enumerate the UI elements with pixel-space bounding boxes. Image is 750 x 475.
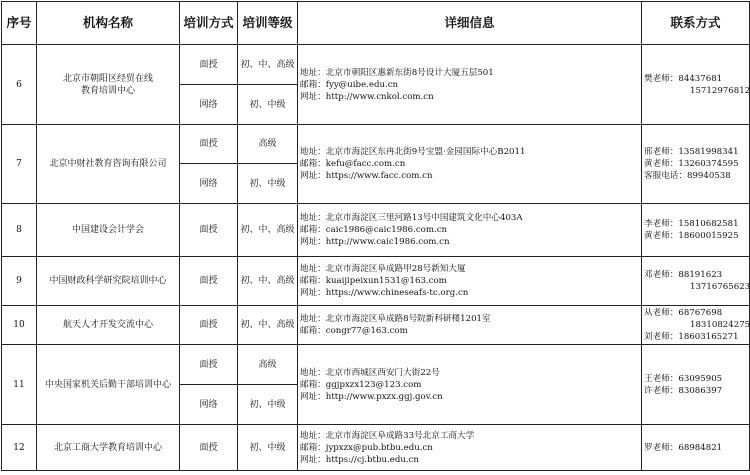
training-mode: 面授 xyxy=(180,306,238,345)
institution-name xyxy=(37,257,180,306)
contact-phone: 13260374595 xyxy=(678,159,739,169)
training-level: 初、中级 xyxy=(238,85,298,125)
contact-info xyxy=(642,345,750,425)
detail-info-line: 邮箱：congr77@163.com xyxy=(300,326,408,336)
institution-name xyxy=(37,306,180,345)
contact-info xyxy=(642,306,750,345)
training-mode: 网络 xyxy=(180,385,238,425)
institution-name xyxy=(37,45,180,125)
detail-info-line: 网址：https://www.facc.com.cn xyxy=(300,171,433,181)
institution-name-line: 教育培训中心 xyxy=(80,85,135,96)
training-level: 初、中、高级 xyxy=(238,257,298,306)
table-row xyxy=(2,257,750,306)
contact-line xyxy=(644,385,749,397)
detail-info xyxy=(298,425,642,471)
contact-line xyxy=(644,158,749,170)
header-mode: 培训方式 xyxy=(180,2,238,45)
header-no: 序号 xyxy=(2,2,37,45)
training-mode: 面授 xyxy=(180,125,238,164)
institution-name-line: 航天人才开发交流中心 xyxy=(62,320,153,330)
contact-info xyxy=(642,45,750,125)
contact-name: 邢老师： xyxy=(644,147,679,157)
contact-phone: 18603165271 xyxy=(678,332,739,342)
contact-name: 从老师： xyxy=(644,308,679,318)
detail-info-line: 网址：https://cj.btbu.edu.cn xyxy=(300,454,419,465)
contact-line xyxy=(644,442,749,454)
contact-info xyxy=(642,125,750,204)
detail-info-line: 地址：北京市海淀区阜成路33号北京工商大学 xyxy=(300,430,475,441)
training-level: 初、中、高级 xyxy=(238,306,298,345)
training-mode: 面授 xyxy=(180,345,238,385)
contact-line xyxy=(644,218,749,230)
contact-line xyxy=(644,269,749,281)
training-level: 初、中、高级 xyxy=(238,45,298,85)
training-level: 初、中级 xyxy=(238,385,298,425)
institution-name xyxy=(37,204,180,257)
detail-info-line: 地址：北京市西城区西安门大街22号 xyxy=(300,367,440,378)
row-number: 9 xyxy=(2,257,37,306)
detail-info xyxy=(298,204,642,257)
institution-name-line: 北京工商大学教育培训中心 xyxy=(53,442,162,453)
contact-phone: 63095905 xyxy=(678,373,723,384)
contact-line xyxy=(644,170,749,182)
detail-info-line: 邮箱：kuaijipeixun1531@163.com xyxy=(300,276,447,286)
institution-name xyxy=(37,345,180,425)
contact-name: 罗老师： xyxy=(644,442,679,453)
contact-name: 黄老师： xyxy=(644,231,679,241)
contact-phone: 18600015925 xyxy=(678,231,739,241)
detail-info-line: 邮箱：caic1986@caic1986.com.cn xyxy=(300,225,448,235)
contact-line xyxy=(644,73,749,85)
row-number: 8 xyxy=(2,204,37,257)
table-body xyxy=(2,45,750,471)
row-number: 11 xyxy=(2,345,37,425)
detail-info xyxy=(298,306,642,345)
detail-info-line: 邮箱：kefu@facc.com.cn xyxy=(300,159,406,169)
detail-info xyxy=(298,345,642,425)
contact-name: 李老师： xyxy=(644,219,679,229)
table-row xyxy=(2,45,750,85)
contact-name: 邓老师： xyxy=(644,270,679,280)
table-row xyxy=(2,306,750,345)
training-mode: 面授 xyxy=(180,425,238,471)
training-level: 高级 xyxy=(238,345,298,385)
contact-phone: 84437681 xyxy=(678,73,723,84)
institution-name-line: 北京中财社教育咨询有限公司 xyxy=(49,159,167,169)
table-row xyxy=(2,204,750,257)
training-level: 高级 xyxy=(238,125,298,164)
detail-info-line: 网址：http://www.pxzx.ggj.gov.cn xyxy=(300,391,443,402)
training-level: 初、中级 xyxy=(238,164,298,204)
contact-phone: 83086397 xyxy=(678,385,723,396)
contact-line xyxy=(644,373,749,385)
detail-info-line: 网址：http://www.cnkol.com.cn xyxy=(300,91,434,102)
detail-info-line: 地址：北京市海淀区三里河路13号中国建筑文化中心403A xyxy=(300,213,523,223)
detail-info-line: 网址：https://www.chineseafs-tc.org.cn xyxy=(300,288,469,298)
contact-name: 王老师： xyxy=(644,373,679,384)
contact-phone: 68767698 xyxy=(678,308,723,318)
contact-phone: 13716765623 xyxy=(690,282,750,292)
contact-phone: 88191623 xyxy=(678,270,723,280)
training-mode: 网络 xyxy=(180,85,238,125)
contact-info xyxy=(642,425,750,471)
training-level: 初、中、高级 xyxy=(238,204,298,257)
header-row xyxy=(2,2,750,45)
header-name: 机构名称 xyxy=(37,2,180,45)
contact-line xyxy=(644,146,749,158)
detail-info-line: 邮箱：ggjpxzx123@123.com xyxy=(300,379,422,390)
detail-info xyxy=(298,45,642,125)
row-number: 10 xyxy=(2,306,37,345)
detail-info xyxy=(298,125,642,204)
row-number: 6 xyxy=(2,45,37,125)
contact-line xyxy=(644,85,749,97)
contact-name: 客服电话： xyxy=(644,171,687,181)
row-number: 12 xyxy=(2,425,37,471)
contact-line xyxy=(644,281,749,293)
training-mode: 面授 xyxy=(180,45,238,85)
contact-phone: 15712976812 xyxy=(690,85,750,96)
training-mode: 面授 xyxy=(180,204,238,257)
contact-line xyxy=(644,230,749,242)
contact-line xyxy=(644,331,749,343)
table-row xyxy=(2,345,750,385)
table-row xyxy=(2,125,750,164)
training-level: 初、中级 xyxy=(238,425,298,471)
header-level: 培训等级 xyxy=(238,2,298,45)
table-row xyxy=(2,425,750,471)
detail-info xyxy=(298,257,642,306)
contact-phone: 13581998341 xyxy=(678,147,739,157)
header-info: 详细信息 xyxy=(298,2,642,45)
contact-phone: 89940538 xyxy=(686,171,731,181)
contact-line xyxy=(644,307,749,319)
contact-name: 樊老师： xyxy=(644,73,679,84)
contact-phone: 68984821 xyxy=(678,442,723,453)
detail-info-line: 网址：http://www.caic1986.com.cn xyxy=(300,237,450,247)
detail-info-line: 邮箱：jypxzx@pub.btbu.edu.cn xyxy=(300,442,433,453)
training-mode: 网络 xyxy=(180,164,238,204)
row-number: 7 xyxy=(2,125,37,204)
detail-info-line: 邮箱：fyy@uibe.edu.cn xyxy=(300,79,399,90)
training-mode: 面授 xyxy=(180,257,238,306)
contact-name: 刘老师： xyxy=(644,332,679,342)
institution-name xyxy=(37,425,180,471)
contact-phone: 18310824275 xyxy=(690,320,750,330)
detail-info-line: 地址：北京市朝阳区惠新东街8号设计大厦五层501 xyxy=(300,67,494,78)
detail-info-line: 地址：北京市海淀区阜成路甲28号新知大厦 xyxy=(300,264,466,274)
institution-name-line: 北京市朝阳区经贸在线 xyxy=(62,73,153,84)
institution-name xyxy=(37,125,180,204)
detail-info-line: 地址：北京市海淀区阜成路8号院新科研楼1201室 xyxy=(300,314,491,324)
detail-info-line: 地址：北京市海淀区东冉北街9号宝盟·金园国际中心B2011 xyxy=(300,147,526,157)
institution-name-line: 中央国家机关后勤干部培训中心 xyxy=(44,379,171,390)
institution-name-line: 中国财政科学研究院培训中心 xyxy=(49,276,167,286)
training-institutions-table xyxy=(1,1,750,471)
contact-phone: 15810682581 xyxy=(678,219,739,229)
contact-info xyxy=(642,257,750,306)
header-contact: 联系方式 xyxy=(642,2,750,45)
contact-line xyxy=(644,319,749,331)
contact-name: 黄老师： xyxy=(644,159,679,169)
contact-name: 许老师： xyxy=(644,385,679,396)
contact-info xyxy=(642,204,750,257)
institution-name-line: 中国建设会计学会 xyxy=(71,225,144,235)
